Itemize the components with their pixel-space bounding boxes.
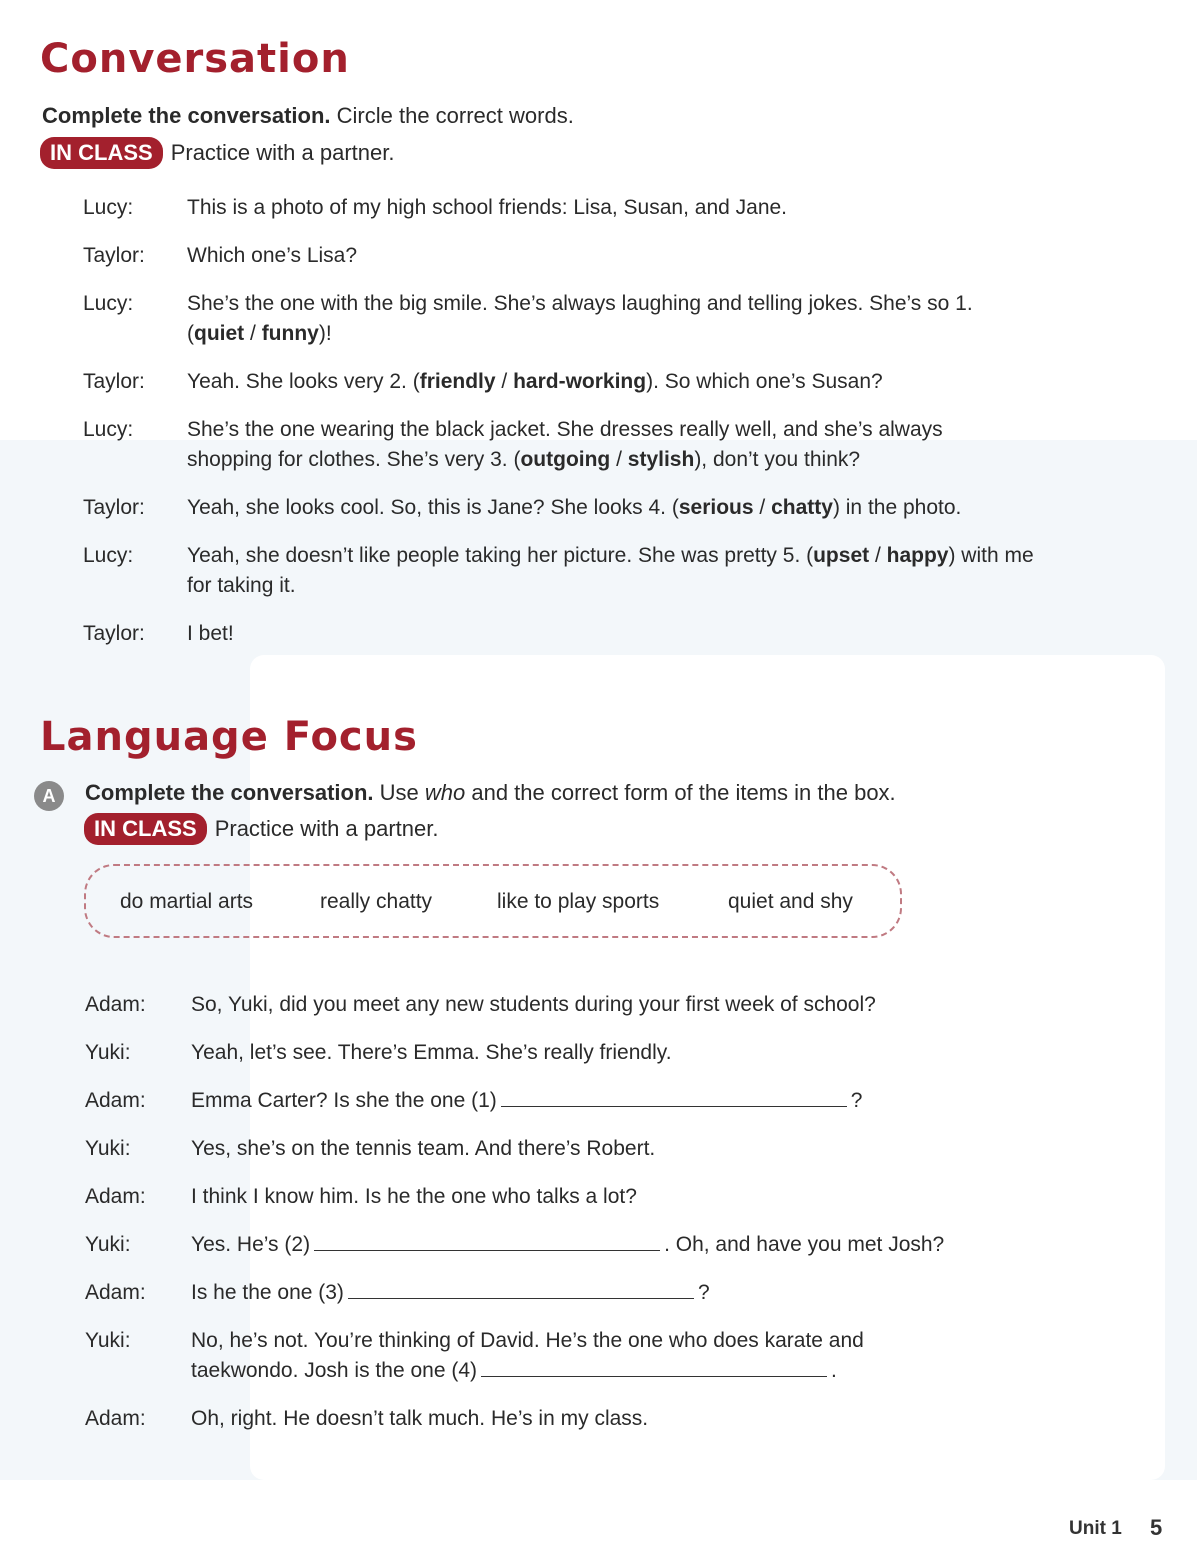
word-box-item: quiet and shy — [728, 890, 853, 913]
option-2[interactable]: hard-working — [513, 370, 647, 393]
line-text: I bet! — [187, 622, 234, 645]
dialogue-line — [83, 367, 1063, 415]
language-focus-dialogue — [85, 990, 1065, 1452]
line-text: Emma Carter? Is she the one (1) ? — [191, 1089, 863, 1112]
speaker: Lucy: — [83, 292, 134, 315]
speaker: Yuki: — [85, 1233, 131, 1256]
speaker: Lucy: — [83, 196, 134, 219]
section-title-language-focus: Language Focus — [40, 714, 418, 760]
section-title-conversation: Conversation — [40, 36, 350, 82]
line-text: Yeah. She looks very 2. (friendly / hard-working). So which one’s Susan? — [187, 370, 883, 393]
practice-text: Practice with a partner. — [214, 816, 439, 841]
line-text: Which one’s Lisa? — [187, 244, 358, 267]
dialogue-line — [85, 1230, 1065, 1278]
speaker: Adam: — [85, 993, 146, 1016]
speaker: Taylor: — [83, 496, 145, 519]
answer-blank-1[interactable] — [501, 1088, 847, 1107]
word-box — [84, 864, 902, 938]
speaker: Yuki: — [85, 1041, 131, 1064]
line-text: Yes. He’s (2) . Oh, and have you met Josh? — [191, 1233, 945, 1256]
option-2[interactable]: stylish — [627, 448, 695, 471]
dialogue-line — [83, 493, 1063, 541]
option-2[interactable]: funny — [261, 322, 319, 345]
line-text: She’s the one wearing the black jacket. She dresses really well, and she’s always shopping for clothes. She’s very 3. (outgoing / stylish), don’t you think? — [187, 418, 943, 471]
line-text: Yeah, let’s see. There’s Emma. She’s really friendly. — [191, 1041, 672, 1064]
in-class-badge: IN CLASS — [40, 137, 163, 169]
conversation-practice — [40, 137, 394, 169]
speaker: Adam: — [85, 1407, 146, 1430]
instruction-italic: who — [424, 780, 466, 805]
dialogue-line — [85, 1134, 1065, 1182]
dialogue-line — [85, 1404, 1065, 1452]
word-box-item: do martial arts — [120, 890, 254, 913]
word-box-item: really chatty — [320, 890, 433, 913]
speaker: Yuki: — [85, 1329, 131, 1352]
line-text: No, he’s not. You’re thinking of David. He’s the one who does karate and taekwondo. Josh is the one (4) . — [191, 1329, 864, 1382]
dialogue-line — [83, 289, 1063, 367]
practice-text: Practice with a partner. — [170, 140, 395, 165]
dialogue-line — [85, 1278, 1065, 1326]
dialogue-line — [83, 415, 1063, 493]
speaker: Adam: — [85, 1185, 146, 1208]
dialogue-line — [85, 1326, 1065, 1404]
line-text: She’s the one with the big smile. She’s always laughing and telling jokes. She’s so 1. (quiet / funny)! — [187, 292, 973, 345]
dialogue-line — [83, 241, 1063, 289]
option-2[interactable]: happy — [886, 544, 949, 567]
line-text: Yeah, she doesn’t like people taking her picture. She was pretty 5. (upset / happy) with me for taking it. — [187, 544, 1034, 597]
dialogue-line — [83, 619, 1063, 667]
option-1[interactable]: upset — [813, 544, 870, 567]
exercise-marker: A — [34, 781, 64, 811]
dialogue-line — [83, 193, 1063, 241]
answer-blank-2[interactable] — [314, 1232, 660, 1251]
conversation-dialogue — [83, 193, 1063, 667]
speaker: Adam: — [85, 1089, 146, 1112]
instruction-bold: Complete the conversation. — [42, 103, 331, 128]
in-class-badge: IN CLASS — [84, 813, 207, 845]
footer-page-number: 5 — [1150, 1515, 1163, 1540]
answer-blank-4[interactable] — [481, 1358, 827, 1377]
conversation-instruction — [42, 103, 574, 129]
speaker: Lucy: — [83, 544, 134, 567]
dialogue-line — [85, 1038, 1065, 1086]
language-focus-instruction: Complete the conversation. Use who and the correct form of the items in the box. — [85, 780, 896, 805]
line-text: I think I know him. Is he the one who talks a lot? — [191, 1185, 637, 1208]
speaker: Adam: — [85, 1281, 146, 1304]
line-text: Yes, she’s on the tennis team. And there’s Robert. — [191, 1137, 656, 1160]
dialogue-line — [85, 1086, 1065, 1134]
footer-unit: Unit 1 — [1069, 1518, 1122, 1539]
speaker: Lucy: — [83, 418, 134, 441]
line-text: Oh, right. He doesn’t talk much. He’s in my class. — [191, 1407, 649, 1430]
dialogue-line — [85, 1182, 1065, 1230]
option-1[interactable]: outgoing — [520, 448, 611, 471]
speaker: Yuki: — [85, 1137, 131, 1160]
option-1[interactable]: friendly — [419, 370, 496, 393]
speaker: Taylor: — [83, 244, 145, 267]
option-1[interactable]: quiet — [194, 322, 245, 345]
option-1[interactable]: serious — [678, 496, 754, 519]
word-box-item: like to play sports — [497, 890, 660, 913]
answer-blank-3[interactable] — [348, 1280, 694, 1299]
option-2[interactable]: chatty — [771, 496, 833, 519]
line-text: Yeah, she looks cool. So, this is Jane? She looks 4. (serious / chatty) in the photo. — [187, 496, 962, 519]
line-text: Is he the one (3) ? — [191, 1281, 710, 1304]
instruction-bold: Complete the conversation. — [85, 780, 374, 805]
instruction-rest: Circle the correct words. — [330, 103, 574, 128]
line-text: This is a photo of my high school friends: Lisa, Susan, and Jane. — [187, 196, 788, 219]
dialogue-line — [85, 990, 1065, 1038]
language-focus-practice — [84, 813, 438, 845]
speaker: Taylor: — [83, 370, 145, 393]
speaker: Taylor: — [83, 622, 145, 645]
line-text: So, Yuki, did you meet any new students during your first week of school? — [191, 993, 876, 1016]
dialogue-line — [83, 541, 1063, 619]
